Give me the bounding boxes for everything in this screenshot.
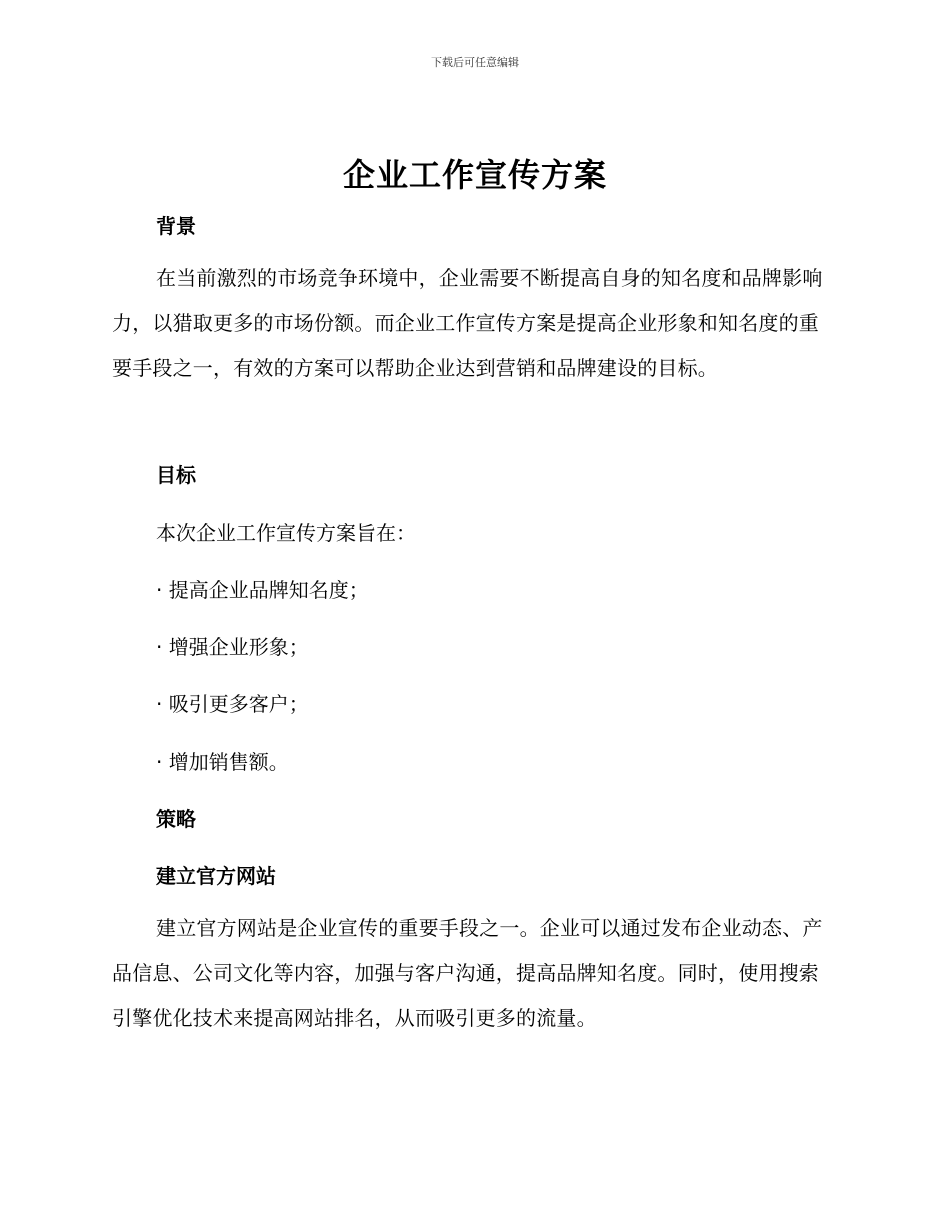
goal-item: · 提高企业品牌知名度； — [156, 578, 369, 602]
strategy-paragraph: 建立官方网站是企业宣传的重要手段之一。企业可以通过发布企业动态、产品信息、公司文化等内容，加强与客户沟通，提高品牌知名度。同时，使用搜索引擎优化技术来提高网站排名，从而吸引更多的流量。 — [112, 916, 823, 1030]
goal-item: · 增强企业形象； — [156, 635, 309, 659]
goal-item: · 增加销售额。 — [156, 750, 289, 774]
goal-item: · 吸引更多客户； — [156, 692, 309, 716]
background-paragraph: 在当前激烈的市场竞争环境中，企业需要不断提高自身的知名度和品牌影响力，以猎取更多的市场份额。而企业工作宣传方案是提高企业形象和知名度的重要手段之一，有效的方案可以帮助企业达到营销和品牌建设的目标。 — [112, 266, 823, 380]
section-heading-strategy: 策略 — [156, 807, 196, 831]
section-heading-goals: 目标 — [156, 463, 196, 487]
page-header-note: 下载后可任意编辑 — [431, 56, 519, 69]
subheading-official-website: 建立官方网站 — [156, 864, 276, 888]
section-heading-background: 背景 — [156, 214, 196, 238]
document-title: 企业工作宣传方案 — [342, 156, 607, 194]
goals-intro: 本次企业工作宣传方案旨在： — [156, 521, 416, 545]
